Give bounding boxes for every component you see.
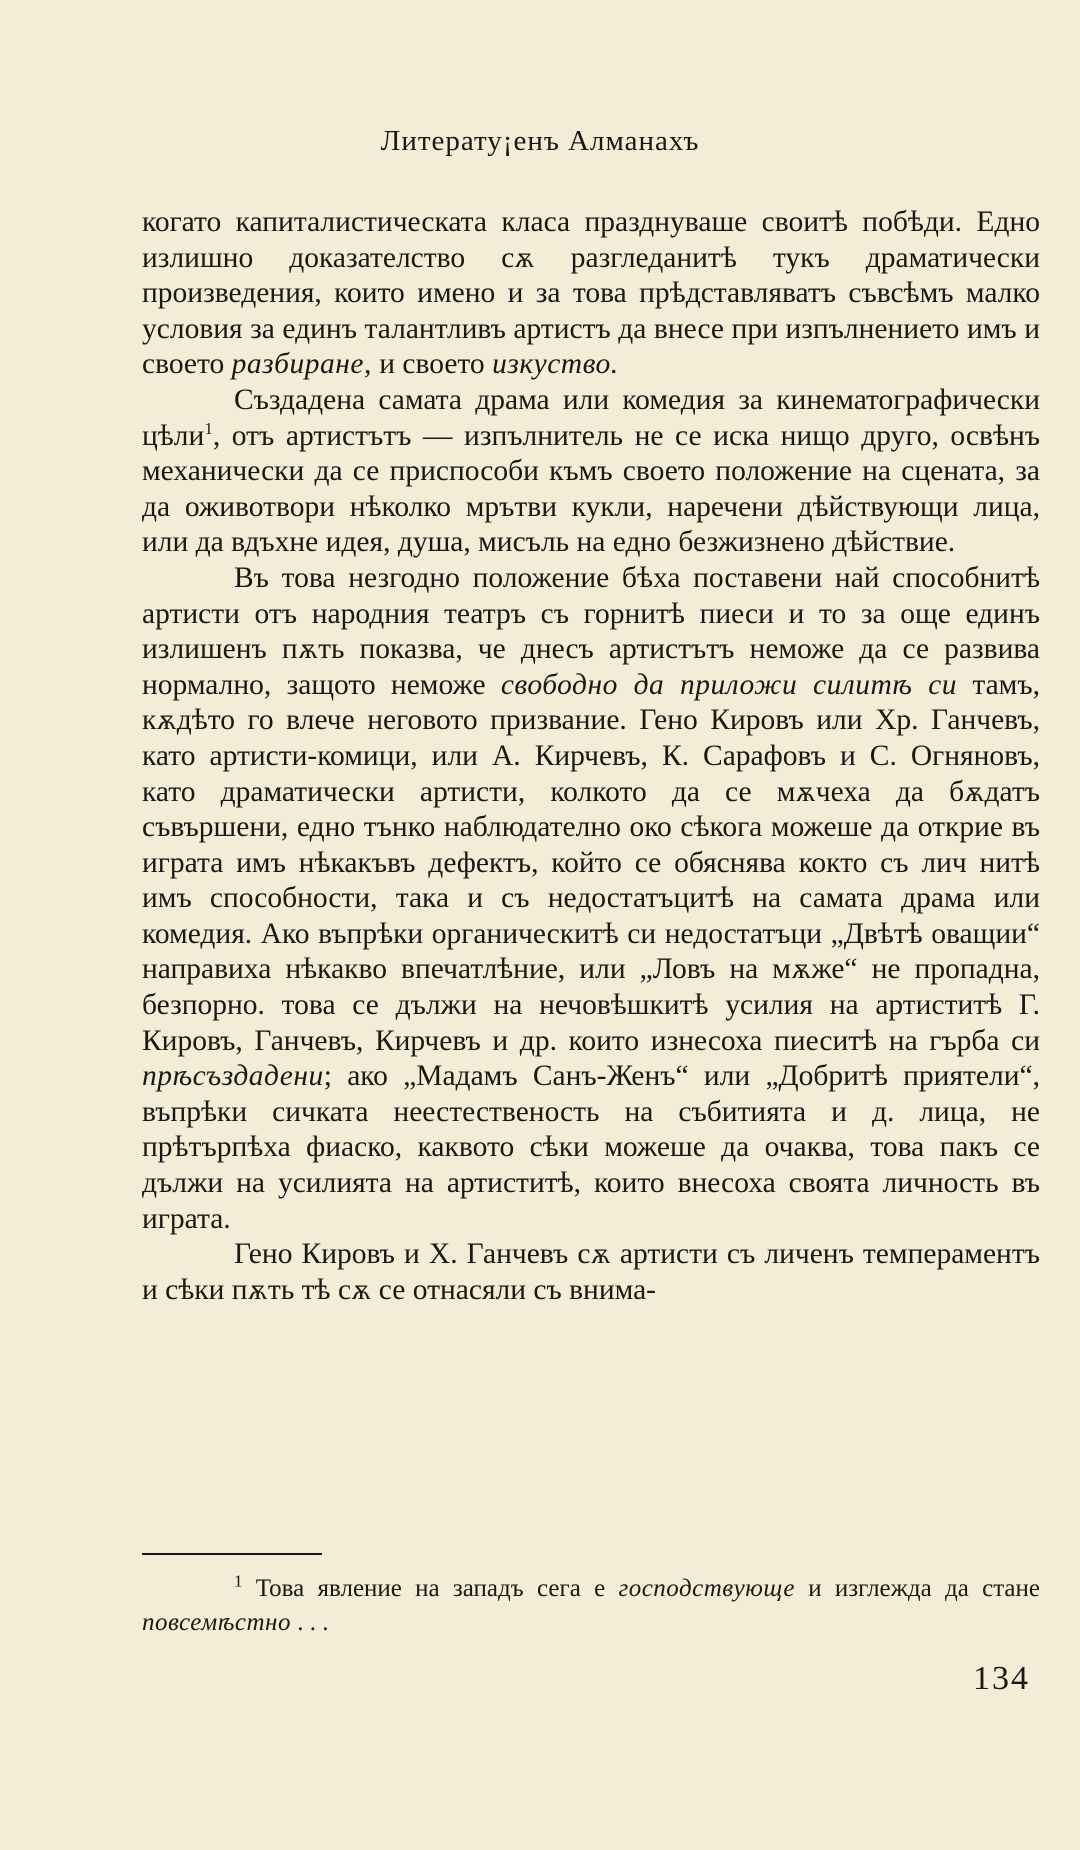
footnote-emphasis: повсемѣстно <box>142 1609 291 1636</box>
footnote-reference[interactable]: 1 <box>204 418 213 438</box>
emphasis-text: прѣсъздадени <box>142 1060 324 1093</box>
text-run: тамъ, кѫдѣто го влече неговото призвание. Гено Кировъ или Хр. Ганчевъ, като артисти-комици, или А. Кирчевъ, К. Сарафовъ и С. Огняновъ, като драматически артисти, колкото да се мѫчеха да бѫдатъ съвършени, едно тънко наблюдателно око сѣкога можеше да открие въ играта имъ нѣкакъвъ дефектъ, който се обяснява кокто съ лич нитѣ имъ способности, така и съ недостатъцитѣ на самата драма или комедия. Ако въпрѣки органическитѣ си недостатъци „Двѣтѣ оващии“ направиха нѣкакво впечатлѣние, или „Ловъ на мѫже“ не пропадна, безпорно. това се дължи на нечовѣшкитѣ усилия на артиститѣ Г. Кировъ, Ганчевъ, Кирчевъ и др. които изнесоха пиеситѣ на гърба си <box>142 668 1040 1057</box>
footnote-text: Това явление на западъ сега е <box>242 1575 619 1602</box>
footnote-text: и изглежда да стане <box>794 1575 1040 1602</box>
text-run: когато капиталистическата класа празднуваше своитѣ побѣди. Едно излишно доказателство сѫ разгледанитѣ тукъ драматически произведения, които имено и за това прѣдставляватъ съвсѣмъ малко условия за единъ талантливъ артистъ да внесе при изпълнението имъ и своето <box>142 206 1040 381</box>
footnote-marker: 1 <box>234 1571 243 1591</box>
paragraph-2 <box>142 383 1040 561</box>
paragraph-3 <box>142 561 1040 1237</box>
footnote-emphasis: господствующе <box>618 1575 795 1602</box>
footnote <box>142 1572 1040 1640</box>
page-number: 134 <box>973 1660 1030 1697</box>
text-run: ; ако „Мадамъ Санъ-Женъ“ или „Добритѣ приятели“, въпрѣки сичката неестественость на събитията и д. лица, не прѣтърпѣха фиаско, каквото сѣки можеше да очаква, това пакъ се дължи на усилията на артиститѣ, които внесоха своята личность въ играта. <box>142 1060 1040 1235</box>
emphasis-text: свободно да приложи силитѣ си <box>500 668 958 701</box>
text-run: , отъ артистътъ — изпълнитель не се иска нищо друго, освѣнъ механически да се приспособи къмъ своето положение на сцената, за да оживотвори нѣколко мрътви кукли, наречени дѣйствующи лица, или да вдъхне идея, душа, мисъль на едно безжизнено дѣйствие. <box>142 419 1040 559</box>
footnote-divider <box>142 1553 322 1555</box>
main-text <box>142 205 1040 1308</box>
text-run: Създадена самата драма или комедия за кинематографически цѣли <box>142 383 1040 452</box>
footnote-text: . . . <box>290 1609 329 1636</box>
paragraph-4 <box>142 1237 1040 1308</box>
text-run: и своето <box>371 348 493 381</box>
emphasis-text: разбиране, <box>231 348 372 381</box>
text-run: Гено Кировъ и Х. Ганчевъ сѫ артисти съ личенъ темпераментъ и сѣки пѫть тѣ сѫ се отнасяли съ внима- <box>142 1238 1040 1306</box>
emphasis-text: изкуство. <box>492 348 619 381</box>
text-run: Въ това незгодно положение бѣха поставени най способнитѣ артисти отъ народния театръ съ горнитѣ пиеси и то за още единъ излишенъ пѫть показва, че днесъ артистътъ неможе да се развива нормално, защото неможе <box>142 561 1040 701</box>
running-head: Литерату¡енъ Алманахъ <box>380 125 700 157</box>
paragraph-1 <box>142 205 1040 383</box>
